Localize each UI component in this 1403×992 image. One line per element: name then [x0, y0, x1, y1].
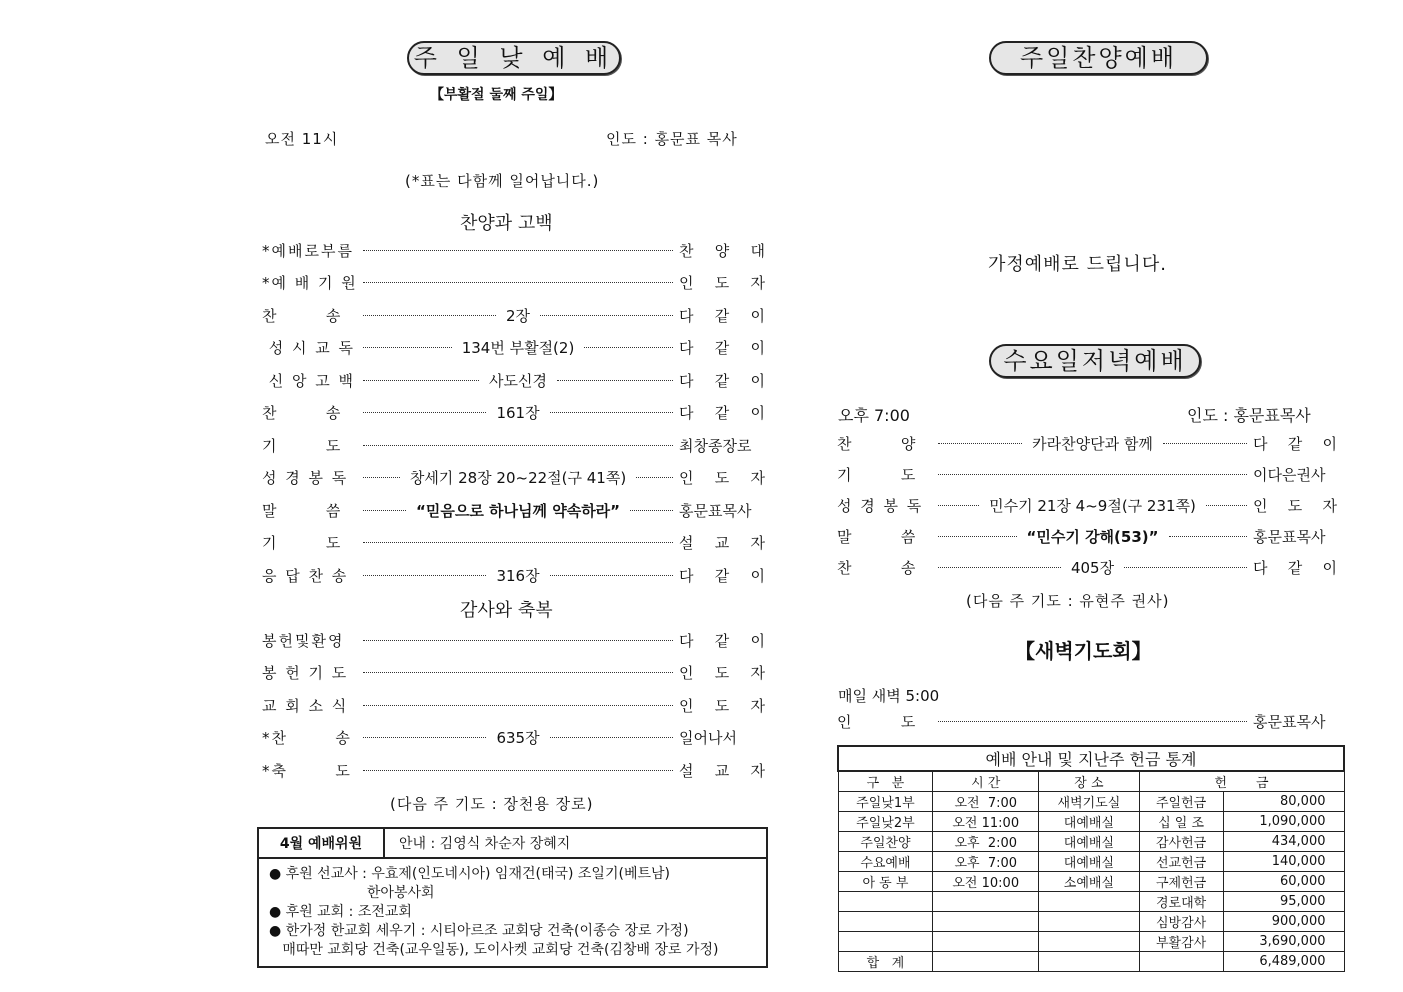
row-label: 응 답 찬 송	[262, 566, 349, 585]
program-row	[262, 661, 765, 685]
box-line: ● 한가정 한교회 세우기 : 시티아르조 교회당 건축(이종승 장로 가정)	[269, 923, 689, 939]
leader-dots	[938, 567, 1061, 568]
home-worship-note: 가정예배로 드립니다.	[988, 254, 1167, 275]
offering-table	[837, 745, 1345, 972]
table-cell: 구제헌금	[1139, 872, 1223, 892]
row-right: 설 교 자	[679, 761, 765, 780]
row-label: 성 경 봉 독	[262, 469, 349, 487]
row-right: 인 도 자	[679, 274, 765, 292]
leader-dots	[363, 282, 673, 283]
row-label: *찬 송	[262, 729, 352, 747]
row-label: 성 경 봉 독	[837, 496, 924, 515]
leader-dots	[557, 380, 673, 381]
program-row	[262, 433, 765, 457]
table-row	[838, 952, 1344, 972]
table-cell: 십 일 조	[1139, 812, 1223, 832]
leader-dots	[636, 477, 673, 478]
table-cell	[1039, 912, 1140, 932]
section-thanks-blessing: 감사와 축복	[460, 600, 553, 621]
program-row	[262, 368, 765, 392]
table-cell: 오전 7:00	[933, 792, 1039, 812]
row-label: 기 도	[262, 436, 343, 455]
table-cell: 수요예배	[838, 852, 933, 872]
table-cell	[1039, 932, 1140, 952]
table-row	[838, 872, 1344, 892]
row-right: 다 같 이	[1253, 434, 1338, 453]
row-label: 말 씀	[837, 527, 918, 546]
table-row	[838, 812, 1344, 832]
row-right: 일어나서	[679, 729, 737, 747]
leader-dots	[363, 477, 400, 478]
table-cell: 주일헌금	[1139, 792, 1223, 812]
row-label: 봉헌및환영	[262, 631, 345, 650]
table-row	[838, 852, 1344, 872]
table-cell: 아 동 부	[838, 872, 933, 892]
row-content: 민수기 21장 4~9절(구 231쪽)	[989, 496, 1196, 515]
row-right: 다 같 이	[679, 339, 766, 357]
table-cell: 140,000	[1223, 852, 1344, 872]
row-content: 창세기 28장 20~22절(구 41쪽)	[409, 469, 627, 487]
row-right: 찬 양 대	[679, 241, 765, 260]
table-cell: 새벽기도실	[1039, 792, 1140, 812]
leader-dots	[550, 737, 673, 738]
program-row	[262, 628, 765, 652]
program-row	[262, 401, 765, 425]
table-row	[838, 912, 1344, 932]
leader-dots	[363, 445, 673, 446]
box-line: 한아봉사회	[269, 885, 435, 901]
table-cell: 1,090,000	[1223, 812, 1344, 832]
row-content: 161장	[496, 404, 540, 422]
table-cell: 주일낮1부	[838, 792, 933, 812]
leader-dots	[1169, 536, 1248, 537]
leader-dots	[363, 770, 673, 771]
program-row	[837, 555, 1337, 579]
row-label: 교 회 소 식	[262, 696, 349, 715]
table-cell: 합 계	[838, 952, 933, 972]
table-cell: 경로대학	[1139, 892, 1223, 912]
program-row	[837, 462, 1337, 486]
row-right: 홍문표목사	[1253, 527, 1326, 546]
row-content: 카라찬양단과 함께	[1032, 434, 1153, 453]
dawn-prayer-title: 【새벽기도회】	[1015, 639, 1152, 663]
row-label: 신 앙 고 백	[262, 371, 356, 390]
row-label: 말 씀	[262, 501, 343, 520]
table-header: 시 간	[933, 771, 1039, 792]
box-line: 매따만 교회당 건축(교우일동), 도이사켓 교회당 건축(김창배 장로 가정)	[269, 942, 719, 958]
leader-dots	[584, 347, 673, 348]
wed-time: 오후 7:00	[838, 406, 910, 425]
committee-ushers: 안내 : 김영식 차순자 장혜지	[399, 836, 571, 852]
row-right: 이다은권사	[1253, 465, 1326, 484]
program-row	[262, 271, 765, 295]
program-row	[262, 726, 765, 750]
sunday-worship-title: 주 일 낮 예 배	[407, 41, 621, 75]
program-row	[262, 336, 765, 360]
box-line: ● 후원 교회 : 조전교회	[269, 904, 412, 920]
program-row	[262, 238, 765, 262]
table-row	[838, 892, 1344, 912]
row-content: 2장	[505, 306, 531, 325]
leader-dots	[363, 347, 452, 348]
program-row	[262, 466, 765, 490]
leader-dots	[550, 412, 673, 413]
leader-dots	[363, 542, 673, 543]
program-row	[837, 431, 1337, 455]
row-label: 기 도	[837, 465, 918, 484]
leader-dots	[1124, 567, 1247, 568]
row-right: 다 같 이	[679, 371, 765, 390]
standing-note: (*표는 다함께 일어납니다.)	[405, 172, 600, 190]
row-right: 다 같 이	[679, 631, 765, 650]
leader-dots	[1163, 443, 1247, 444]
table-cell	[838, 932, 933, 952]
row-content: 사도신경	[489, 371, 547, 390]
leader-dots	[363, 315, 496, 316]
service-leader: 인도 : 홍문표 목사	[606, 130, 738, 148]
row-label: 찬 송	[262, 306, 343, 325]
table-cell: 선교헌금	[1139, 852, 1223, 872]
table-header: 구 분	[838, 771, 933, 792]
table-cell: 대예배실	[1039, 832, 1140, 852]
leader-dots	[363, 412, 486, 413]
table-cell	[1039, 892, 1140, 912]
leader-dots	[550, 575, 673, 576]
leader-dots	[938, 536, 1017, 537]
table-cell: 6,489,000	[1223, 952, 1344, 972]
table-cell: 대예배실	[1039, 852, 1140, 872]
table-cell	[933, 932, 1039, 952]
row-right: 다 같 이	[1253, 558, 1337, 577]
table-cell: 오전 10:00	[933, 872, 1039, 892]
row-right: 인 도 자	[1253, 496, 1337, 515]
row-label: 찬 송	[262, 404, 343, 422]
table-cell: 80,000	[1223, 792, 1344, 812]
table-header: 헌 금	[1139, 771, 1344, 792]
row-right: 최창종장로	[679, 436, 752, 455]
table-cell: 95,000	[1223, 892, 1344, 912]
leader-dots	[363, 672, 673, 673]
row-right: 다 같 이	[679, 566, 765, 585]
program-row	[837, 524, 1337, 548]
row-label: 찬 양	[837, 434, 918, 453]
table-cell	[933, 952, 1039, 972]
row-label: 인 도	[837, 712, 918, 731]
leader-dots	[363, 575, 486, 576]
row-content: 635장	[496, 729, 540, 747]
program-row	[837, 493, 1337, 517]
row-right: 인 도 자	[679, 696, 765, 715]
table-cell: 오후 7:00	[933, 852, 1039, 872]
table-row	[838, 792, 1344, 812]
leader-dots	[363, 510, 406, 511]
row-content: 316장	[496, 566, 540, 585]
dawn-leader-row	[837, 709, 1337, 733]
leader-dots	[540, 315, 673, 316]
wednesday-title: 수요일저녁예배	[989, 344, 1201, 378]
table-cell: 심방감사	[1139, 912, 1223, 932]
leader-dots	[363, 380, 479, 381]
table-cell: 주일찬양	[838, 832, 933, 852]
row-label: 기 도	[262, 534, 343, 552]
program-row	[262, 531, 765, 555]
table-cell: 오후 2:00	[933, 832, 1039, 852]
row-label: 성 시 교 독	[262, 339, 356, 357]
row-right: 인 도 자	[679, 469, 766, 487]
next-prayer-left: (다음 주 기도 : 장천용 장로)	[390, 795, 594, 813]
row-content: “민수기 강해(53)”	[1026, 527, 1159, 546]
row-label: *예배로부름	[262, 241, 354, 260]
leader-dots	[1206, 505, 1247, 506]
wed-leader: 인도 : 홍문표목사	[1187, 406, 1311, 425]
section-praise-confession: 찬양과 고백	[460, 213, 553, 234]
leader-dots	[363, 705, 673, 706]
leader-dots	[363, 737, 486, 738]
table-cell: 주일낮2부	[838, 812, 933, 832]
table-cell	[838, 912, 933, 932]
service-time: 오전 11시	[265, 130, 339, 148]
row-label: *예 배 기 원	[262, 274, 358, 292]
table-cell: 434,000	[1223, 832, 1344, 852]
row-right: 설 교 자	[679, 534, 765, 552]
table-cell: 3,690,000	[1223, 932, 1344, 952]
row-content: 405장	[1070, 558, 1115, 577]
table-cell: 대예배실	[1039, 812, 1140, 832]
table-cell: 소예배실	[1039, 872, 1140, 892]
leader-dots	[938, 443, 1022, 444]
table-header: 장 소	[1039, 771, 1140, 792]
table-cell: 60,000	[1223, 872, 1344, 892]
table-cell	[933, 912, 1039, 932]
leader-dots	[938, 721, 1247, 722]
sunday-praise-title: 주일찬양예배	[989, 41, 1208, 75]
leader-dots	[630, 510, 673, 511]
box-line: ● 후원 선교사 : 우효제(인도네시아) 임재건(태국) 조일기(베트남)	[269, 866, 670, 882]
table-cell	[933, 892, 1039, 912]
row-content: 134번 부활절(2)	[461, 339, 575, 357]
row-right: 홍문표목사	[679, 501, 752, 520]
table-cell: 900,000	[1223, 912, 1344, 932]
program-row	[262, 498, 765, 522]
row-content: “믿음으로 하나님께 약속하라”	[415, 501, 621, 520]
table-cell: 오전 11:00	[933, 812, 1039, 832]
next-prayer-right: (다음 주 기도 : 유현주 권사)	[966, 592, 1170, 610]
table-cell	[1039, 952, 1140, 972]
leader-dots	[363, 640, 673, 641]
row-label: 봉 헌 기 도	[262, 664, 349, 682]
row-right: 인 도 자	[679, 664, 765, 682]
leader-dots	[363, 250, 673, 251]
table-cell: 감사헌금	[1139, 832, 1223, 852]
table-cell	[1139, 952, 1223, 972]
row-right: 다 같 이	[679, 306, 766, 325]
program-row	[262, 693, 765, 717]
table-row	[838, 932, 1344, 952]
table-cell: 부활감사	[1139, 932, 1223, 952]
row-label: *축 도	[262, 761, 352, 780]
sunday-subtitle: 【부활절 둘째 주일】	[430, 87, 563, 103]
program-row	[262, 303, 765, 327]
worship-committee-box	[257, 827, 768, 968]
table-title: 예배 안내 및 지난주 헌금 통계	[838, 746, 1344, 771]
table-row	[838, 832, 1344, 852]
leader-dots	[938, 505, 979, 506]
row-right: 다 같 이	[679, 404, 765, 422]
program-row	[262, 758, 765, 782]
program-row	[262, 563, 765, 587]
leader-dots	[938, 474, 1247, 475]
committee-month: 4월 예배위원	[259, 829, 385, 857]
row-label: 찬 송	[837, 558, 918, 577]
dawn-time: 매일 새벽 5:00	[838, 687, 940, 705]
row-right: 홍문표목사	[1253, 712, 1326, 731]
table-cell	[838, 892, 933, 912]
